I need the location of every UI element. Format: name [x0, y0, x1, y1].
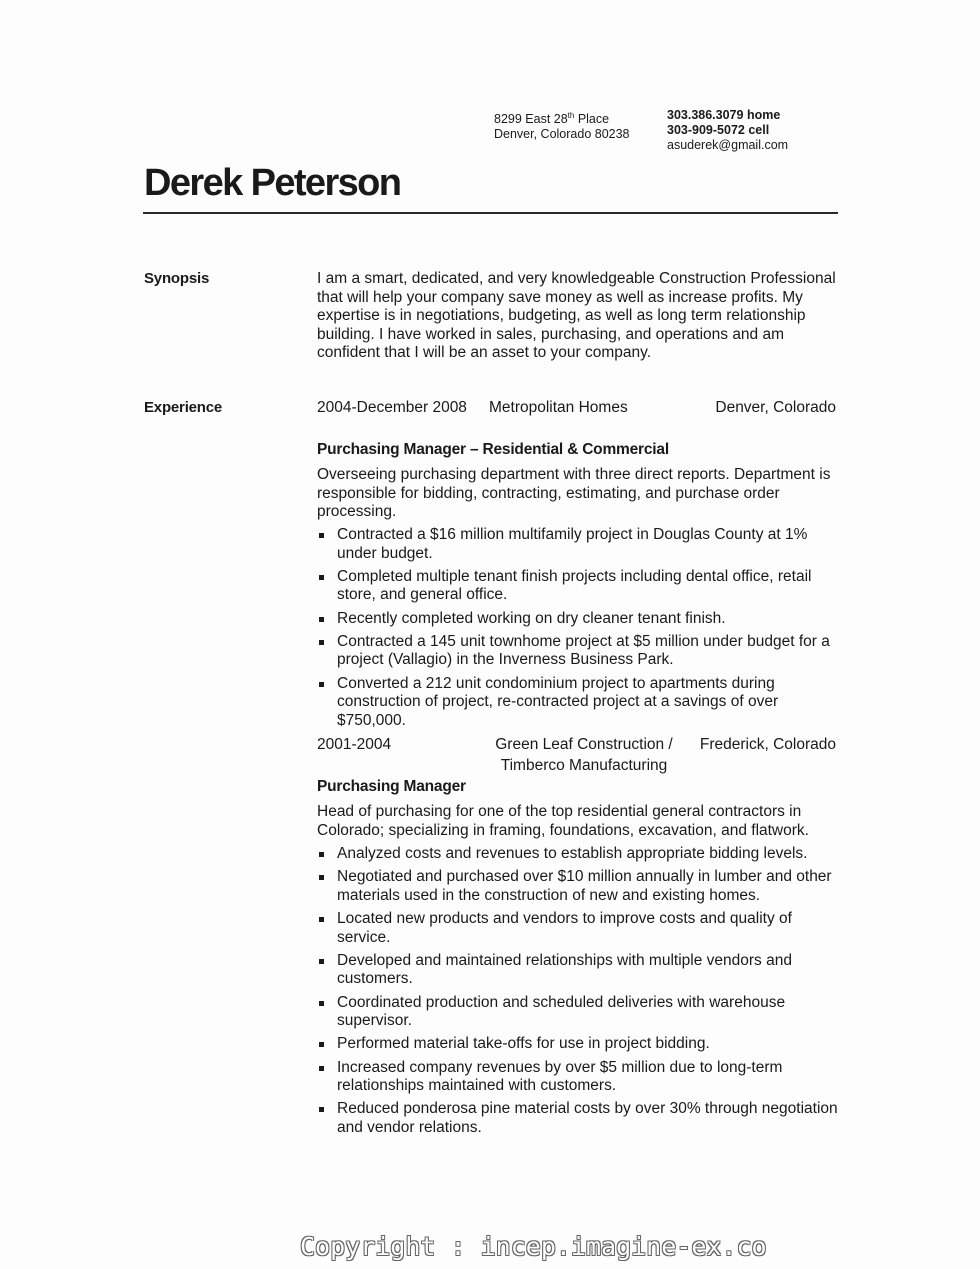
candidate-name: Derek Peterson: [144, 162, 401, 204]
address-block: [494, 108, 630, 142]
job-1-company: Metropolitan Homes: [489, 399, 628, 416]
list-item: Developed and maintained relationships with multiple vendors and customers.: [317, 952, 847, 989]
phone-home: 303.386.3079 home: [667, 108, 781, 122]
job-1-dates: 2004-December 2008: [317, 399, 467, 416]
job-2-dates: 2001-2004: [317, 736, 392, 753]
list-item: Negotiated and purchased over $10 million annually in lumber and other materials used in the construction of new and existing homes.: [317, 868, 847, 905]
phone-cell: 303-909-5072 cell: [667, 123, 770, 137]
contact-block: [667, 108, 788, 153]
list-item: Analyzed costs and revenues to establish appropriate bidding levels.: [317, 845, 847, 864]
job-2-title: Purchasing Manager: [317, 778, 466, 795]
job-1-achievements: [317, 526, 847, 735]
job-2-achievements: [317, 845, 847, 1142]
job-1-description: Overseeing purchasing department with three direct reports. Department is responsible for bidding, contracting, estimating, and purchase order processing.: [317, 466, 831, 521]
list-item: Performed material take-offs for use in project bidding.: [317, 1035, 847, 1054]
list-item: Recently completed working on dry cleaner tenant finish.: [317, 610, 847, 629]
header-divider: [143, 212, 838, 214]
job-2-location: Frederick, Colorado: [699, 736, 836, 753]
list-item: Reduced ponderosa pine material costs by over 30% through negotiation and vendor relations.: [317, 1100, 847, 1137]
list-item: Contracted a 145 unit townhome project at $5 million under budget for a project (Vallagio) in the Inverness Business Park.: [317, 633, 847, 670]
email-address[interactable]: asuderek@gmail.com: [667, 138, 789, 152]
job-2-company: Green Leaf Construction / Timberco Manufacturing: [495, 736, 673, 774]
list-item: Located new products and vendors to improve costs and quality of service.: [317, 910, 847, 947]
list-item: Coordinated production and scheduled deliveries with warehouse supervisor.: [317, 994, 847, 1031]
job-1-location: Denver, Colorado: [715, 399, 836, 416]
address-line-1: 8299 East 28th Place: [494, 111, 610, 127]
job-2-description: Head of purchasing for one of the top residential general contractors in Colorado; specializing in framing, foundations, excavation, and flatwork.: [317, 803, 809, 839]
list-item: Converted a 212 unit condominium project to apartments during construction of project, re-contracted project at a savings of over $750,000.: [317, 675, 847, 731]
list-item: Completed multiple tenant finish projects including dental office, retail store, and general office.: [317, 568, 847, 605]
list-item: Increased company revenues by over $5 million due to long-term relationships maintained with customers.: [317, 1059, 847, 1096]
address-line-2: Denver, Colorado 80238: [494, 127, 630, 142]
synopsis-text: I am a smart, dedicated, and very knowledgeable Construction Professional that will help your company save money as well as increase profits. My expertise is in negotiations, budgeting, as well as long term relationship building. I have worked in sales, purchasing, and operations and am confident that I will be an asset to your company.: [317, 270, 836, 362]
job-1-title: Purchasing Manager – Residential & Commercial: [317, 441, 669, 458]
copyright-watermark: Copyright : incep.imagine-ex.co: [300, 1232, 767, 1261]
list-item: Contracted a $16 million multifamily project in Douglas County at 1% under budget.: [317, 526, 847, 563]
experience-heading: Experience: [144, 399, 223, 416]
synopsis-heading: Synopsis: [144, 270, 210, 287]
